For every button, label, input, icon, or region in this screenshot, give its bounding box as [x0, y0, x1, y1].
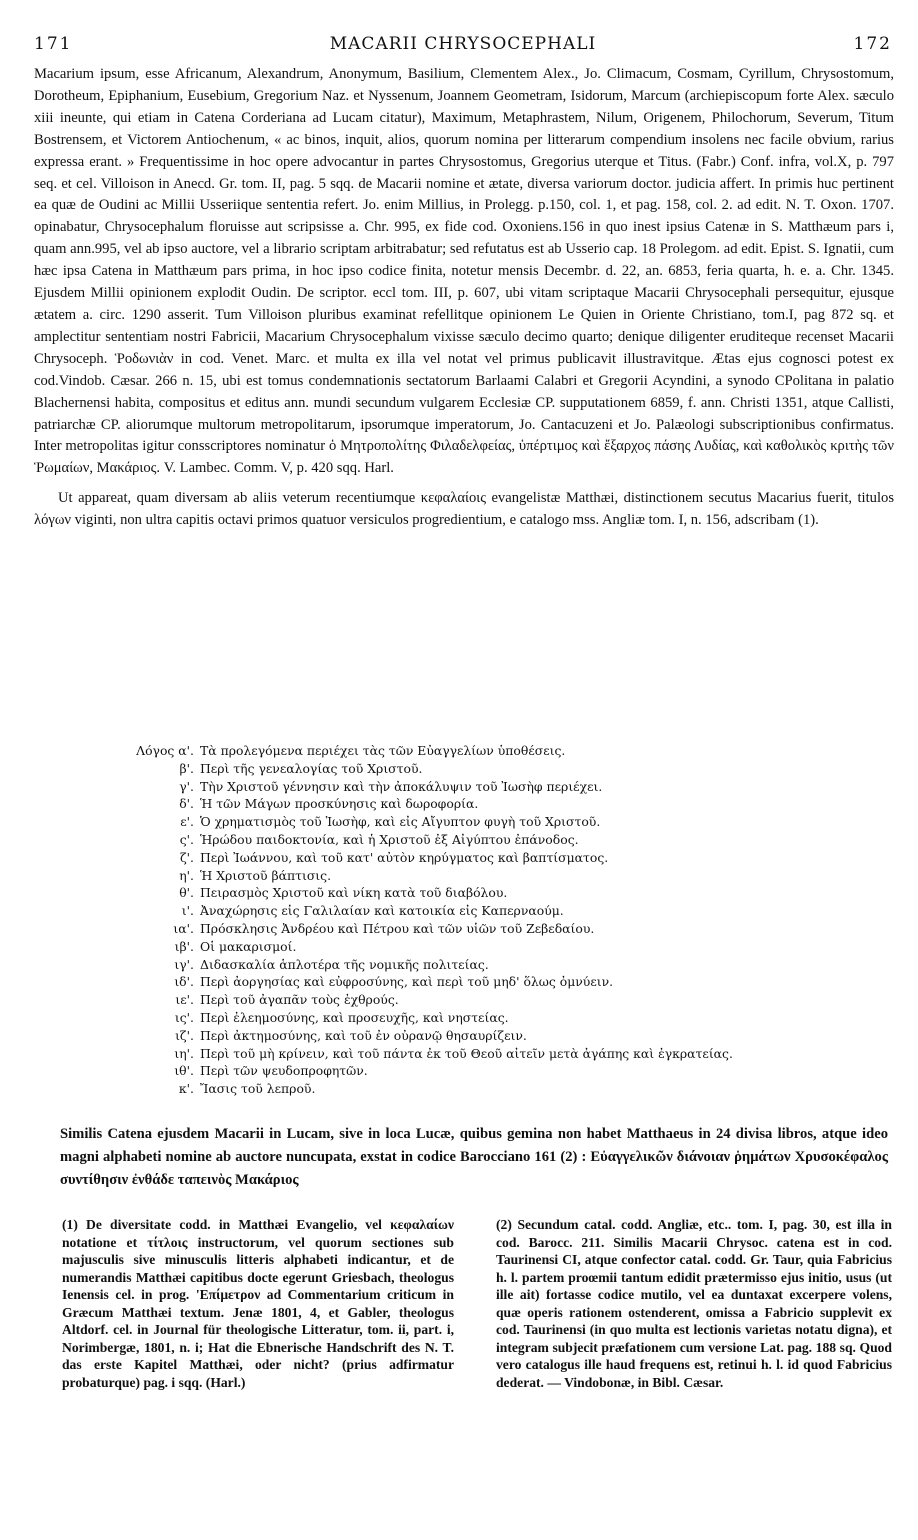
chapter-item [112, 956, 872, 974]
chapter-item [112, 1009, 872, 1027]
chapter-title: Ὁ χρηματισμὸς τοῦ Ἰωσὴφ, καὶ εἰς Αἴγυπτον φυγὴ τοῦ Χριστοῦ. [200, 814, 601, 830]
chapter-item [112, 973, 872, 991]
body-paragraph: Macarium ipsum, esse Africanum, Alexandrum, Anonymum, Basilium, Clementem Alex., Jo. Climacum, Cosmam, Cyrillum, Chrysostomum, Dorotheum, Epiphanium, Eusebium, Gregorium Naz. et Nyssenum, Joannem Geometram, Isidorum, Marcum (archiepiscopum forte Alex. sæculo xiii ineunte, qui etiam in Catena Corderiana ad Lucam citatur), Maximum, Metaphrastem, Nilum, Origenem, Philochorum, Severum, Titum Bostrensem, et Victorem Antiochenum, « ac binos, inquit, alios, quorum nomina per litterarum compendium insolens nec facile obvium, rarius expressa erant. » Frequentissime in hoc opere advocantur in partes Chrysostomus, Gregorius uterque et Titus. (Fabr.) Conf. infra, vol.X, p. 797 seq. et cel. Villoison in Anecd. Gr. tom. II, pag. 5 sqq. de Macarii nomine et ætate, diversa variorum doctor. judicia affert. In primis huc pertinent ea quæ de Oudini ac Millii Usseriique sententia refert. Jo. enim Millius, in Prolegg. p.150, col. 1, et pag. 158, col. 2. ad edit. N. T. Oxon. 1707. opinabatur, Chrysocephalum floruisse aut scripsisse a. Chr. 995, ex fide cod. Oxoniens.156 in quo inest ipsius Catenæ in S. Matthæum pars i, quam ann.995, vel ab ipso auctore, vel a librario scriptam arbitrabatur; sed refutatus est ab Usserio cap. 18 Prolegom. ad edit. Epist. S. Ignatii, cum hæc ipsa Catena in Matthæum pars prima, in hoc ipso codice finita, notetur mensis Decembr. d. 22, an. 6853, feria quarta, h. e. a. Chr. 1345. Ejusdem Millii opinionem explodit Oudin. De scriptor. eccl tom. III, p. 607, ubi vitam scriptaque Macarii Chrysocephali persequitur, ejusque ætatem a. circ. 1290 asserit. Tum Villoison pluribus examinat refellitque opinionem Le Quien in Oriente Christiano, tom.I, pag 872 sq. et amplectitur sententiam nostri Fabricii, Macarium Chrysocephalum vixisse sæculo decimo quarto; denique diligenter eruditeque recenset Macarii Chrysoceph. Ῥοδωνιὰν in cod. Venet. Marc. et multa ex illa vel notat vel primus publicavit illustravitque. Ætas ejus cognosci potest ex cod.Vindob. Cæsar. 266 n. 15, ubi est tomus condemnationis sectatorum Barlaami Calabri et Gregorii Acyndini, a synodo CPolitana in palatio Blachernensi habita, compositus et editus ann. mundi secundum vulgarem Ecclesiæ CP. supputationem 6859, f. ann. Christi 1351, atque Callisti, patriarchæ CP. aliorumque multorum metropolitarum, ipsorumque imperatorum, Jo. Cantacuzeni et Jo. Palæologi subscriptionibus confirmatus. Inter metropolitas igitur consscriptores nominatur ὁ Μητροπολίτης Φιλαδελφείας, ὑπέρτιμος καὶ ἔξαρχος πάσης Λυδίας, καὶ καθολικὸς κριτὴς τῶν Ῥωμαίων, Μακάριος. V. Lambec. Comm. V, p. 420 sqq. Harl. [34, 66, 894, 477]
chapter-item [112, 831, 872, 849]
chapter-item [112, 1080, 872, 1098]
closing-paragraph: Similis Catena ejusdem Macarii in Lucam, sive in loca Lucæ, quibus gemina non habet Matthaeus in 24 divisa libros, atque ideo magni alphabeti nomine ab auctore nuncupata, exstat in codice Barocciano 161 (2) : Εὐαγγελικῶν διάνοιαν ῥημάτων Χρυσοκέφαλος συντίθησιν ἐνθάδε ταπεινὸς Μακάριος [60, 1126, 888, 1188]
chapter-title: Οἱ μακαρισμοί. [200, 938, 297, 954]
chapter-item [112, 991, 872, 1009]
page-header [34, 34, 892, 58]
chapter-title: Ἡρώδου παιδοκτονία, καὶ ἡ Χριστοῦ ἐξ Αἰγύπτου ἐπάνοδος. [200, 831, 579, 847]
chapter-title: Πειρασμὸς Χριστοῦ καὶ νίκη κατὰ τοῦ διαβόλου. [200, 885, 508, 901]
chapter-item [112, 742, 872, 760]
chapter-item [112, 813, 872, 831]
chapter-number: Λόγος α'. [136, 743, 194, 758]
chapter-number: ιε'. [175, 992, 194, 1008]
chapter-title: Περὶ τῶν ψευδοπροφητῶν. [200, 1063, 368, 1079]
chapter-number: γ'. [179, 778, 194, 794]
chapter-title: Περὶ ἀκτημοσύνης, καὶ τοῦ ἐν οὐρανῷ θησαυρίζειν. [200, 1027, 527, 1043]
chapter-item [112, 1045, 872, 1063]
running-title: MACARII CHRYSOCEPHALI [329, 34, 597, 54]
page-number-left: 171 [34, 34, 73, 54]
chapter-number: ιθ'. [174, 1063, 194, 1079]
chapter-title: Περὶ ἐλεημοσύνης, καὶ προσευχῆς, καὶ νηστείας. [200, 1009, 509, 1025]
chapter-item [112, 778, 872, 796]
chapter-number: δ'. [179, 796, 194, 812]
chapter-title: Περὶ ἀοργησίας καὶ εὐφροσύνης, καὶ περὶ τοῦ μηδ' ὅλως ὀμνύειν. [200, 974, 614, 990]
chapter-number: ε'. [180, 814, 194, 830]
footnote-2: (2) Secundum catal. codd. Angliæ, etc.. tom. I, pag. 30, est illa in cod. Barocc. 211. Similis Macarii Chrysoc. catena est in cod. Taurinensi CI, atque confector catal. codd. Gr. Taur, quia Fabricius h. l. partem proœmii tantum edidit prætermisso ejus initio, usus (ut ille ait) fortasse codice mutilo, vel ea duntaxat excerpere volens, quæ operis rationem ostenderent, omissa a Fabricio supplevit ex cod. Taurinensi (in quo multa est lectionis varietas notatu digna), et integram subjecit præfationem cum versione Lat. pag. 188 sq. Quod vero catalogus ille haud frequens est, retinui h. l. id quod Fabricius dederat. — Vindobonæ, in Bibl. Cæsar. [496, 1217, 892, 1390]
main-text [34, 64, 894, 532]
chapter-number: β'. [179, 760, 194, 776]
chapter-number: ζ'. [179, 849, 194, 865]
chapter-item [112, 795, 872, 813]
chapter-number: ι'. [181, 903, 194, 919]
chapter-item [112, 867, 872, 885]
chapter-title: Τὰ προλεγόμενα περιέχει τὰς τῶν Εὐαγγελίων ὑποθέσεις. [200, 743, 566, 758]
chapter-title: Ἀναχώρησις εἰς Γαλιλαίαν καὶ κατοικία εἰς Καπερναούμ. [200, 903, 564, 919]
chapter-number: η'. [179, 867, 194, 883]
chapter-number: ς'. [179, 831, 194, 847]
chapter-list [112, 742, 872, 1098]
footnote-1: (1) De diversitate codd. in Matthæi Evangelio, vel κεφαλαίων notatione et τίτλοις instructorum, vel quorum sectiones sub majusculis sive minusculis litteris alphabeti indicantur, et de numerandis Matthæi capitibus docte egerunt Griesbach, theologus Ienensis cel. in prog. 'Επίμετρον ad Commentarium criticum in Græcum Matthæi textum. Jenæ 1801, 4, et Gabler, theologus Altdorf. cel. in Journal für theologische Litteratur, tom. ii, part. i, Norimbergæ, 1801, n. i; Hat die Ebnerische Handschrift des N. T. das erste Kapitel Matthæi, oder nicht? (prius adfirmatur probaturque) pag. i sqq. (Harl.) [62, 1217, 454, 1390]
page-number-right: 172 [853, 34, 892, 54]
chapter-number: ιβ'. [174, 938, 194, 954]
chapter-number: ιζ'. [175, 1027, 194, 1043]
chapter-item [112, 902, 872, 920]
chapter-title: Τὴν Χριστοῦ γέννησιν καὶ τὴν ἀποκάλυψιν τοῦ Ἰωσὴφ περιέχει. [200, 778, 603, 794]
chapter-item [112, 938, 872, 956]
chapter-item [112, 1062, 872, 1080]
chapter-title: Περὶ Ἰωάννου, καὶ τοῦ κατ' αὐτὸν κηρύγματος καὶ βαπτίσματος. [200, 849, 609, 865]
chapter-number: ιδ'. [174, 974, 194, 990]
chapter-title: Περὶ τοῦ μὴ κρίνειν, καὶ τοῦ πάντα ἐκ τοῦ Θεοῦ αἰτεῖν μετὰ ἀγάπης καὶ ἐγκρατείας. [200, 1045, 733, 1061]
chapter-title: Ἡ τῶν Μάγων προσκύνησις καὶ δωροφορία. [200, 796, 479, 812]
chapter-item [112, 849, 872, 867]
chapter-number: κ'. [178, 1081, 194, 1097]
chapter-number: θ'. [179, 885, 194, 901]
chapter-number: ιγ'. [174, 956, 194, 972]
chapter-title: Περὶ τοῦ ἀγαπᾶν τοὺς ἐχθρούς. [200, 992, 399, 1008]
chapter-title: Ἴασις τοῦ λεπροῦ. [200, 1081, 316, 1097]
chapter-title: Ἡ Χριστοῦ βάπτισις. [200, 867, 332, 883]
chapter-title: Περὶ τῆς γενεαλογίας τοῦ Χριστοῦ. [200, 760, 423, 776]
chapter-number: ις'. [174, 1009, 194, 1025]
chapter-number: ιη'. [174, 1045, 194, 1061]
chapter-title: Διδασκαλία ἁπλοτέρα τῆς νομικῆς πολιτείας. [200, 956, 489, 972]
chapter-item [112, 760, 872, 778]
body-paragraph: Ut appareat, quam diversam ab aliis veterum recentiumque κεφαλαίοις evangelistæ Matthæi, distinctionem secutus Macarius fuerit, titulos λόγων viginti, non ultra capitis octavi primos quatuor versiculos progredientium, e catalogo mss. Angliæ tom. I, n. 156, adscribam (1). [34, 490, 894, 529]
chapter-item [112, 884, 872, 902]
chapter-item [112, 1027, 872, 1045]
chapter-item [112, 920, 872, 938]
chapter-title: Πρόσκλησις Ἀνδρέου καὶ Πέτρου καὶ τῶν υἱῶν τοῦ Ζεβεδαίου. [200, 920, 595, 936]
chapter-number: ια'. [173, 920, 194, 936]
